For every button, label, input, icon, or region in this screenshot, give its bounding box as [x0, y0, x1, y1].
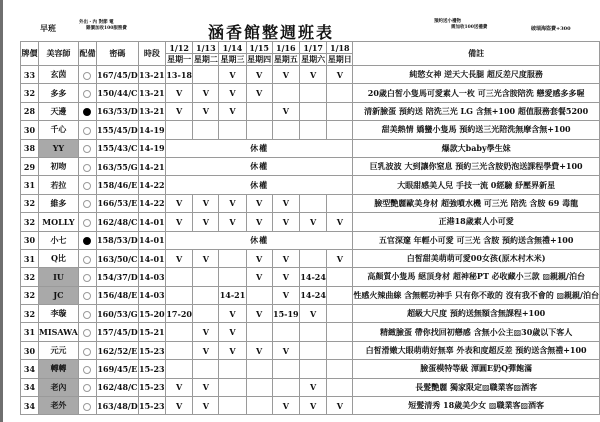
price-cell: 31 [21, 176, 39, 194]
day-cell: V [246, 268, 272, 286]
day-cell [327, 323, 353, 341]
day-cell: V [219, 213, 246, 231]
day-cell [299, 360, 326, 378]
remark-cell: 甜美熱情 嬌蠻小隻馬 預約送三光陪洗無摩含無+100 [353, 121, 600, 139]
time-cell: 14-01 [138, 249, 165, 267]
time-cell: 14-01 [138, 213, 165, 231]
time-cell: 14-03 [138, 268, 165, 286]
day-cell: V [272, 102, 299, 120]
code-cell: 163/48/D [97, 397, 139, 415]
schedule-body [21, 66, 600, 415]
table-row [21, 102, 600, 120]
remark-cell: 大眼甜感美人兒 手技一流 0經驗 紓壓界新星 [353, 176, 600, 194]
table-row [21, 286, 600, 304]
equip-cell [78, 176, 96, 194]
rest-cell: 休權 [166, 157, 353, 175]
day-cell: 14-21 [219, 286, 246, 304]
stylist-name: 天邊 [39, 102, 79, 120]
time-cell: 15-23 [138, 341, 165, 359]
table-row [21, 397, 600, 415]
table-row [21, 84, 600, 102]
day-cell [193, 66, 219, 84]
col-date: 1/12 [166, 42, 193, 54]
table-row [21, 268, 600, 286]
day-cell [327, 121, 353, 139]
col-weekday: 星期五 [273, 54, 298, 64]
code-cell: 163/55/G [97, 157, 139, 175]
stylist-name: MISAWA [39, 323, 79, 341]
stylist-name: IU [39, 268, 79, 286]
price-cell: 31 [21, 249, 39, 267]
empty-circle-icon [83, 145, 91, 153]
time-cell: 14-22 [138, 176, 165, 194]
day-cell [219, 378, 246, 396]
time-cell: 15-23 [138, 397, 165, 415]
day-cell [246, 286, 272, 304]
day-cell: V [272, 66, 299, 84]
empty-circle-icon [83, 127, 91, 135]
remark-cell: 精緻臉蛋 帶你找回初戀感 含無小公主▨30歲以下客人 [353, 323, 600, 341]
day-cell: V [193, 378, 219, 396]
remark-cell: 正港18歲素人小可愛 [353, 213, 600, 231]
price-cell: 33 [21, 66, 39, 84]
code-cell: 150/44/C [97, 84, 139, 102]
code-cell: 162/48/C [97, 378, 139, 396]
day-cell: V [246, 213, 272, 231]
time-cell: 15-20 [138, 305, 165, 323]
day-cell: V [219, 66, 246, 84]
day-cell: V [246, 249, 272, 267]
day-cell [166, 323, 193, 341]
day-cell [299, 121, 326, 139]
stylist-name: MOLLY [39, 213, 79, 231]
equip-cell [78, 305, 96, 323]
day-cell: V [272, 286, 299, 304]
price-cell: 30 [21, 231, 39, 249]
day-cell [299, 194, 326, 212]
price-cell: 34 [21, 360, 39, 378]
day-cell [327, 341, 353, 359]
remark-cell: 短髮清秀 18歲美少女 ▨職業客▨酒客 [353, 397, 600, 415]
day-cell: 17-20 [166, 305, 193, 323]
day-cell: V [166, 84, 193, 102]
day-cell: V [219, 305, 246, 323]
col-weekday: 星期一 [167, 54, 192, 64]
time-cell: 14-19 [138, 121, 165, 139]
remark-cell: 白皙甜美萌萌可愛00女孩(原木村木米) [353, 249, 600, 267]
day-cell: V [299, 213, 326, 231]
time-cell: 15-23 [138, 378, 165, 396]
day-cell: V [193, 102, 219, 120]
empty-circle-icon [83, 348, 91, 356]
empty-circle-icon [83, 403, 91, 411]
col-weekday: 星期三 [220, 54, 245, 64]
code-cell: 169/45/E [97, 360, 139, 378]
code-cell: 155/43/C [97, 139, 139, 157]
time-cell: 13-21 [138, 84, 165, 102]
day-cell: V [166, 102, 193, 120]
col-weekday: 星期四 [247, 54, 272, 64]
day-cell [272, 378, 299, 396]
equip-cell [78, 213, 96, 231]
code-cell: 154/37/D [97, 268, 139, 286]
day-cell [272, 121, 299, 139]
stylist-name: YY [39, 139, 79, 157]
table-row [21, 66, 600, 84]
equip-cell [78, 194, 96, 212]
empty-circle-icon [83, 164, 91, 172]
price-cell: 28 [21, 102, 39, 120]
code-cell: 162/48/C [97, 213, 139, 231]
time-cell: 14-01 [138, 231, 165, 249]
empty-circle-icon [83, 292, 91, 300]
day-cell [246, 102, 272, 120]
day-cell [272, 84, 299, 102]
equip-cell [78, 341, 96, 359]
col-remark: 備註 [353, 42, 600, 66]
price-cell: 30 [21, 121, 39, 139]
col-date: 1/18 [327, 42, 353, 54]
day-cell: V [272, 213, 299, 231]
code-cell: 163/53/D [97, 102, 139, 120]
stylist-name: 若拉 [39, 176, 79, 194]
equip-cell [78, 84, 96, 102]
time-cell: 14-21 [138, 157, 165, 175]
day-cell [219, 397, 246, 415]
time-cell: 15-23 [138, 360, 165, 378]
code-cell: 155/45/D [97, 121, 139, 139]
equip-cell [78, 231, 96, 249]
day-cell [193, 305, 219, 323]
day-cell: V [272, 249, 299, 267]
day-cell: V [166, 378, 193, 396]
day-cell: V [193, 84, 219, 102]
day-cell [327, 286, 353, 304]
stylist-name: 老外 [39, 397, 79, 415]
equip-cell [78, 66, 96, 84]
stylist-name: 老內 [39, 378, 79, 396]
day-cell: V [166, 194, 193, 212]
price-cell: 32 [21, 194, 39, 212]
table-row [21, 176, 600, 194]
remark-cell: 臉蛋模特等級 渾圓E奶Q彈飽滿 [353, 360, 600, 378]
stylist-name: JC [39, 286, 79, 304]
day-cell: V [219, 323, 246, 341]
day-cell: V [193, 194, 219, 212]
remark-cell: 高顏質小隻馬 絕頂身材 超神秘PT 必收藏小三款 ▨親親/泊台 [353, 268, 600, 286]
schedule-table [20, 41, 600, 415]
code-cell: 166/53/E [97, 194, 139, 212]
empty-circle-icon [83, 200, 91, 208]
day-cell: V [166, 397, 193, 415]
day-cell [246, 378, 272, 396]
time-cell: 14-19 [138, 139, 165, 157]
day-cell [166, 121, 193, 139]
equip-cell [78, 286, 96, 304]
price-cell: 31 [21, 323, 39, 341]
page-title: 涵香館整週班表 [208, 23, 335, 42]
equip-cell [78, 157, 96, 175]
col-time: 時段 [138, 42, 165, 66]
day-cell [219, 249, 246, 267]
day-cell: V [272, 194, 299, 212]
code-cell: 160/53/G [97, 305, 139, 323]
code-cell: 157/45/D [97, 323, 139, 341]
price-cell: 32 [21, 268, 39, 286]
price-cell: 32 [21, 84, 39, 102]
day-cell: 13-18 [166, 66, 193, 84]
price-cell: 30 [21, 341, 39, 359]
stylist-name: 轉轉 [39, 360, 79, 378]
col-date: 1/17 [299, 42, 326, 54]
table-row [21, 121, 600, 139]
table-row [21, 249, 600, 267]
day-cell [327, 268, 353, 286]
stylist-name: 初吻 [39, 157, 79, 175]
code-cell: 156/48/E [97, 286, 139, 304]
day-cell [219, 360, 246, 378]
day-cell [299, 341, 326, 359]
price-cell: 32 [21, 305, 39, 323]
day-cell [327, 360, 353, 378]
table-row [21, 305, 600, 323]
remark-cell: 性感火辣曲線 含無輕功神手 只有你不敢的 沒有我不會的 ▨親親/泊台 [353, 286, 600, 304]
day-cell [327, 84, 353, 102]
equip-cell [78, 323, 96, 341]
col-date: 1/13 [193, 42, 219, 54]
day-cell: V [299, 378, 326, 396]
day-cell [193, 360, 219, 378]
header-note-far-right: 破瑞海盜費+300 [531, 26, 571, 32]
day-cell [299, 102, 326, 120]
day-cell: V [193, 249, 219, 267]
col-weekday: 星期二 [193, 54, 218, 64]
price-cell: 29 [21, 157, 39, 175]
day-cell [299, 84, 326, 102]
remark-cell: 臉型艷麗歐美身材 超強噴水機 可三光 陪洗 含胺 69 毒龍 [353, 194, 600, 212]
day-cell: V [193, 323, 219, 341]
col-weekday: 星期六 [301, 54, 326, 64]
table-row [21, 194, 600, 212]
table-row [21, 323, 600, 341]
shift-label: 早班 [40, 23, 56, 33]
empty-circle-icon [83, 72, 91, 80]
day-cell: V [246, 84, 272, 102]
day-cell: V [166, 249, 193, 267]
equip-cell [78, 249, 96, 267]
equip-cell [78, 397, 96, 415]
col-weekday: 星期日 [327, 54, 352, 64]
table-row [21, 360, 600, 378]
header-row-dates [21, 42, 600, 54]
empty-circle-icon [83, 90, 91, 98]
day-cell: V [193, 213, 219, 231]
remark-cell: 清新臉蛋 預約送 陪洗三光 LG 含無+100 超值服務套餐5200 [353, 102, 600, 120]
stylist-name: 李璇 [39, 305, 79, 323]
day-cell [327, 378, 353, 396]
stylist-name: 多多 [39, 84, 79, 102]
empty-circle-icon [83, 384, 91, 392]
equip-cell [78, 378, 96, 396]
day-cell: V [272, 397, 299, 415]
day-cell [193, 121, 219, 139]
day-cell [272, 323, 299, 341]
day-cell: V [219, 84, 246, 102]
day-cell [299, 323, 326, 341]
page-header [0, 0, 600, 42]
day-cell: V [327, 213, 353, 231]
equip-cell [78, 102, 96, 120]
equip-cell [78, 360, 96, 378]
day-cell: V [219, 194, 246, 212]
day-cell: V [272, 268, 299, 286]
day-cell [246, 397, 272, 415]
filled-circle-icon [83, 108, 91, 116]
day-cell [166, 286, 193, 304]
remark-cell: 白皙滑嫩大眼萌萌好無辜 外表和度超反差 預約送含無禮+100 [353, 341, 600, 359]
equip-cell [78, 121, 96, 139]
day-cell: V [299, 397, 326, 415]
empty-circle-icon [83, 219, 91, 227]
time-cell: 13-21 [138, 102, 165, 120]
empty-circle-icon [83, 311, 91, 319]
empty-circle-icon [83, 274, 91, 282]
empty-circle-icon [83, 256, 91, 264]
day-cell [246, 360, 272, 378]
table-row [21, 139, 600, 157]
day-cell: V [219, 102, 246, 120]
stylist-name: 小七 [39, 231, 79, 249]
day-cell: V [246, 305, 272, 323]
col-name: 美容師 [39, 42, 79, 66]
remark-cell: 五官深邃 年輕小可愛 可三光 含胺 預約送含無禮+100 [353, 231, 600, 249]
col-date: 1/15 [246, 42, 272, 54]
stylist-name: 千心 [39, 121, 79, 139]
col-date: 1/16 [272, 42, 299, 54]
code-cell: 158/46/E [97, 176, 139, 194]
remark-cell: 長髮艷麗 獨家限定▨職業客▨酒客 [353, 378, 600, 396]
day-cell [327, 102, 353, 120]
remark-cell: 超級大尺度 預約送無額含無課程+100 [353, 305, 600, 323]
day-cell: V [246, 194, 272, 212]
day-cell [193, 268, 219, 286]
day-cell [166, 268, 193, 286]
day-cell: 15-19 [272, 305, 299, 323]
remark-cell: 爆款大baby學生妹 [353, 139, 600, 157]
day-cell: 14-24 [299, 268, 326, 286]
day-cell [219, 121, 246, 139]
day-cell: V [219, 341, 246, 359]
time-cell: 15-21 [138, 323, 165, 341]
day-cell [219, 268, 246, 286]
table-row [21, 213, 600, 231]
table-row [21, 231, 600, 249]
rest-cell: 休權 [166, 231, 353, 249]
code-cell: 162/52/E [97, 341, 139, 359]
table-row [21, 378, 600, 396]
price-cell: 34 [21, 378, 39, 396]
day-cell [272, 360, 299, 378]
empty-circle-icon [83, 366, 91, 374]
day-cell: V [327, 249, 353, 267]
stylist-name: Q比 [39, 249, 79, 267]
day-cell [193, 286, 219, 304]
stylist-name: 元元 [39, 341, 79, 359]
remark-cell: 20歲白皙小隻馬可愛素人一枚 可三光含胺陪洗 戀愛感多多喔 [353, 84, 600, 102]
table-row [21, 157, 600, 175]
col-equip: 配備 [78, 42, 96, 66]
day-cell: V [166, 213, 193, 231]
col-price: 牌價 [21, 42, 39, 66]
day-cell: V [299, 305, 326, 323]
code-cell: 167/45/D [97, 66, 139, 84]
col-date: 1/14 [219, 42, 246, 54]
day-cell: V [299, 66, 326, 84]
price-cell: 38 [21, 139, 39, 157]
table-row [21, 341, 600, 359]
day-cell: V [327, 397, 353, 415]
price-cell: 32 [21, 213, 39, 231]
page-edge [0, 0, 3, 422]
day-cell: V [327, 66, 353, 84]
day-cell [327, 305, 353, 323]
day-cell: V [193, 397, 219, 415]
code-cell: 163/50/C [97, 249, 139, 267]
rest-cell: 休權 [166, 176, 353, 194]
day-cell: V [272, 341, 299, 359]
day-cell [246, 323, 272, 341]
time-cell: 14-22 [138, 194, 165, 212]
equip-cell [78, 139, 96, 157]
header-note-left: 外出・內 對節 電 雜價加收100服務費 [79, 20, 127, 31]
empty-circle-icon [83, 329, 91, 337]
day-cell [166, 341, 193, 359]
day-cell [327, 194, 353, 212]
price-cell: 34 [21, 397, 39, 415]
day-cell: V [246, 66, 272, 84]
day-cell: 14-24 [299, 286, 326, 304]
remark-cell: 純慾女神 逆天大長腿 超反差尺度服務 [353, 66, 600, 84]
stylist-name: 玄茵 [39, 66, 79, 84]
header-note-right: 預約送小禮物 需加收100送禮費 [434, 19, 488, 30]
empty-circle-icon [83, 182, 91, 190]
remark-cell: 巨乳波波 大到讓你窒息 預約三光含胺奶泡送課程學費+100 [353, 157, 600, 175]
rest-cell: 休權 [166, 139, 353, 157]
time-cell: 14-03 [138, 286, 165, 304]
filled-circle-icon [83, 237, 91, 245]
stylist-name: 維多 [39, 194, 79, 212]
day-cell: V [193, 341, 219, 359]
price-cell: 32 [21, 286, 39, 304]
day-cell [166, 360, 193, 378]
code-cell: 158/53/D [97, 231, 139, 249]
day-cell [299, 249, 326, 267]
equip-cell [78, 268, 96, 286]
day-cell: V [246, 341, 272, 359]
day-cell [246, 121, 272, 139]
col-code: 密碼 [97, 42, 139, 66]
time-cell: 13-21 [138, 66, 165, 84]
